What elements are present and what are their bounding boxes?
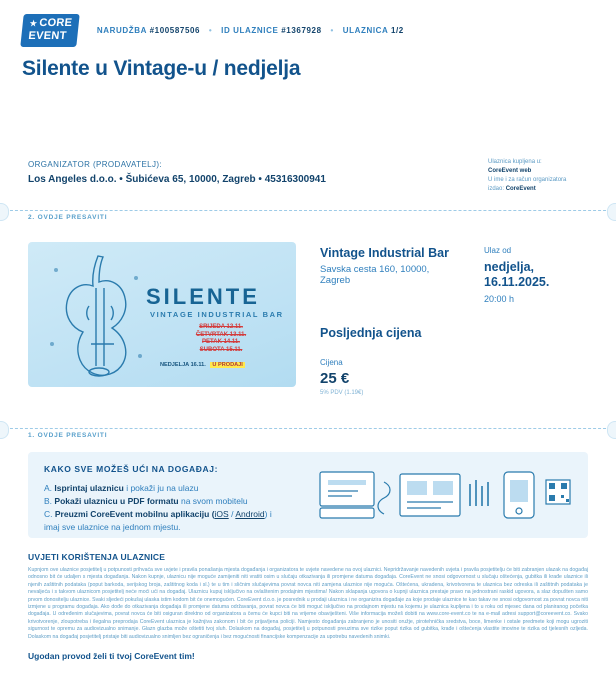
star-icon: ★: [29, 19, 38, 28]
purchase-line-2: CoreEvent web: [488, 168, 532, 174]
meta-separator-1: •: [208, 26, 213, 35]
ticket-meta: [97, 26, 404, 35]
artwork-date-3: SUBOTA 15.11.: [199, 346, 243, 353]
option-c-line2: imaj sve ulaznice na jednom mjestu.: [44, 522, 181, 532]
purchase-line-4-value: CoreEvent: [505, 186, 536, 192]
entry-option-c: [44, 508, 272, 534]
purchase-line-3: U ime i za račun organizatora: [488, 177, 567, 183]
option-b-prefix: B.: [44, 496, 55, 506]
venue-address: Savska cesta 160, 10000, Zagreb: [320, 264, 430, 286]
coreevent-logo: [20, 14, 80, 47]
entry-options-list: [44, 482, 272, 534]
purchase-info: [488, 158, 598, 194]
entry-hour: 20:00 h: [484, 294, 515, 304]
panel-heading: KAKO SVE MOŽEŠ UĆI NA DOGAĐAJ:: [44, 464, 219, 474]
event-section: [0, 232, 616, 412]
order-value: #100587506: [149, 26, 201, 35]
purchase-line-1: Ulaznica kupljena u:: [488, 159, 542, 165]
price-vat: 5% PDV (1.19€): [320, 390, 364, 396]
artwork-brand: SILENTE: [146, 284, 260, 309]
price-amount: 25 €: [320, 370, 350, 387]
price-block: [320, 326, 470, 396]
fold-label-2: 2. OVDJE PRESAVITI: [28, 214, 113, 221]
ticket-id-value: #1367928: [281, 26, 322, 35]
option-c-prefix: C.: [44, 509, 55, 519]
option-c-bold: Preuzmi CoreEvent mobilnu aplikaciju (: [54, 509, 215, 519]
entry-time-block: [484, 246, 594, 304]
fold-notch-right-2: [607, 203, 616, 221]
order-label: NARUDŽBA: [96, 26, 147, 35]
violin-illustration-icon: [36, 248, 156, 383]
meta-separator-2: •: [330, 26, 334, 35]
option-a-prefix: A.: [44, 483, 55, 493]
android-link[interactable]: Android: [235, 509, 265, 519]
entry-methods-illustration-icon: [314, 466, 574, 524]
artwork-sold-badge: U PRODAJI: [212, 362, 243, 368]
artwork-date-list: [178, 324, 264, 354]
entry-day: nedjelja,: [484, 260, 535, 274]
venue-block: [320, 246, 460, 286]
terms-heading: UVJETI KORIŠTENJA ULAZNICE: [28, 552, 166, 562]
organizer-label: ORGANIZATOR (PRODAVATELJ):: [28, 160, 163, 169]
venue-name: Vintage Industrial Bar: [320, 246, 449, 260]
entry-option-b: [44, 495, 272, 508]
organizer-value: Los Angeles d.o.o. • Šubićeva 65, 10000, Zagreb • 45316300941: [28, 174, 326, 185]
artwork-last-line-row: [160, 362, 245, 368]
artwork-last-line: NEDJELJA 16.11.: [160, 362, 206, 368]
how-to-enter-panel: [28, 452, 588, 538]
logo-line-2: EVENT: [27, 30, 68, 42]
option-a-bold: Isprintaj ulaznicu: [54, 483, 124, 493]
entry-label: Ulaz od: [484, 246, 512, 255]
page-title: Silente u Vintage-u / nedjelja: [22, 57, 301, 80]
fold-line-2: [0, 210, 616, 211]
entry-option-a: [44, 482, 272, 495]
option-b-rest: na svom mobitelu: [178, 496, 248, 506]
ticket-id-label: ID ULAZNICE: [221, 26, 279, 35]
option-b-bold: Pokaži ulaznicu u PDF formatu: [54, 496, 179, 506]
option-c-slash: /: [228, 509, 236, 519]
terms-closing: Ugodan provod želi ti tvoj CoreEvent tim!: [28, 651, 195, 662]
organizer-block: [28, 160, 326, 185]
purchase-line-4-prefix: izdao:: [488, 186, 505, 192]
ticket-count-label: ULAZNICA: [342, 26, 389, 35]
logo-line-1: CORE: [38, 17, 73, 29]
artwork-date-0: SRIJEDA 12.11.: [199, 324, 243, 330]
ios-link[interactable]: iOS: [214, 509, 229, 519]
fold-notch-right-1: [607, 421, 616, 439]
terms-section: [28, 552, 588, 661]
ticket-header: [0, 0, 616, 87]
option-c-rest: ) i: [264, 509, 272, 519]
price-section-title: Posljednja cijena: [320, 326, 422, 340]
fold-notch-left-1: [0, 421, 9, 439]
ticket-count-value: 1/2: [390, 26, 404, 35]
artwork-date-1: ČETVRTAK 13.11.: [195, 331, 247, 338]
event-artwork: [28, 242, 296, 387]
artwork-date-2: PETAK 14.11.: [202, 339, 240, 346]
fold-notch-left-2: [0, 203, 9, 221]
entry-date: 16.11.2025.: [484, 275, 550, 289]
artwork-subtitle: VINTAGE INDUSTRIAL BAR: [150, 310, 284, 319]
fold-label-1: 1. OVDJE PRESAVITI: [28, 432, 113, 439]
terms-body: Kupnjom ove ulaznice posjetitelj u potpunosti prihvaća sve uvjete i pravila ponašanja mjesta događanja i organizatora te uvjete navedene na ovoj ulaznici. Nepridržavanje navedenih uvjeta i pravila posjetitelju će biti zabranjen ulazak na događaj odnosno bit će udaljen s mjesta događanja. Nakon kupnje, ulaznicu nije moguće zamijeniti niti vratiti osim u slučaju otkazivanja ili promjene datuma događaja. CoreEvent ne snosi odgovornost u slučaju oštećenja, gubitka ili krađe ulaznice ili njenih zaštitnih podataka (poput barkoda, serijskog broja, zaštitnog koda i sl.) te u tim i sličnim slučajevima povrat novca niti zamjena ulaznice nije moguća. Oštećena, ukradena, krivotvorena te ulaznica bez odreska ili zaštitnih podataka je nevaljeća i s takvom ulaznicom posjetitelj neće moći ući na događaj. Ulaznicu kupuj isključivo na ovlaštenim prodajnim mjestima! Nakon sklapanja ugovora o kupnji ulaznica prestaje pravo na jednostrani raskid ugovora, a slaz dopušten samo prvom donositelju ulaznice. Svaki sljedeći pokušaj ulaska istim kodom bit će onemogućen. CoreEvent d.o.o. je posrednik u prodaji ulaznica i ne organizira događaje za koje prodaje ulaznice te kao takav ne snosi odgovornost za povrat novca niti izmjene u programu događaja. Ako dođe do otkazivanja događaja ili promjene datuma održavanja, povrat novca će biti moguć isključivo na prodajnom mjestu na kojemu je ulaznica kupljena i to u roku od mjesec dana od planiranog početka događaja. U određenim slučajevima, povrat novca će biti osiguran direktno od organizatora a čemu će kupci biti na vrijeme obaviješteni. Više informacija možeš dobiti na www.core-event.co te na e-mail adresi support@coreevent.co. Svako krivotvorenje, zloupotreba i ilegalna preprodaja CoreEvent ulaznica je kažnjiva zakonom i bit će prijavljena policiji. Namjesto događanja zabranjeno je unositi oružje, pirotehnička sredstva, boce, limenke i ostale predmete koji mogu ugroziti sigurnost te opremu za audiovizualno snimanje. Glazn glazba može oštetiti tvoj sluh. Dolaskom na događaj, posjetitelj u potpunosti preuzima sve rizike poput rizika od gubitka, krađe i oštećenja vlastite imovine te rizika od tjelesnih ozljeda. Dolaskom na događaj posjetitelj pristaje biti audiovizualno snimljen bez ograničenja i bez mogućnosti financijske kompenzacije za upotrebu navedenih snimki.: [28, 567, 588, 640]
option-a-rest: i pokaži ju na ulazu: [123, 483, 199, 493]
price-label: Cijena: [320, 358, 343, 367]
fold-line-1: [0, 428, 616, 429]
